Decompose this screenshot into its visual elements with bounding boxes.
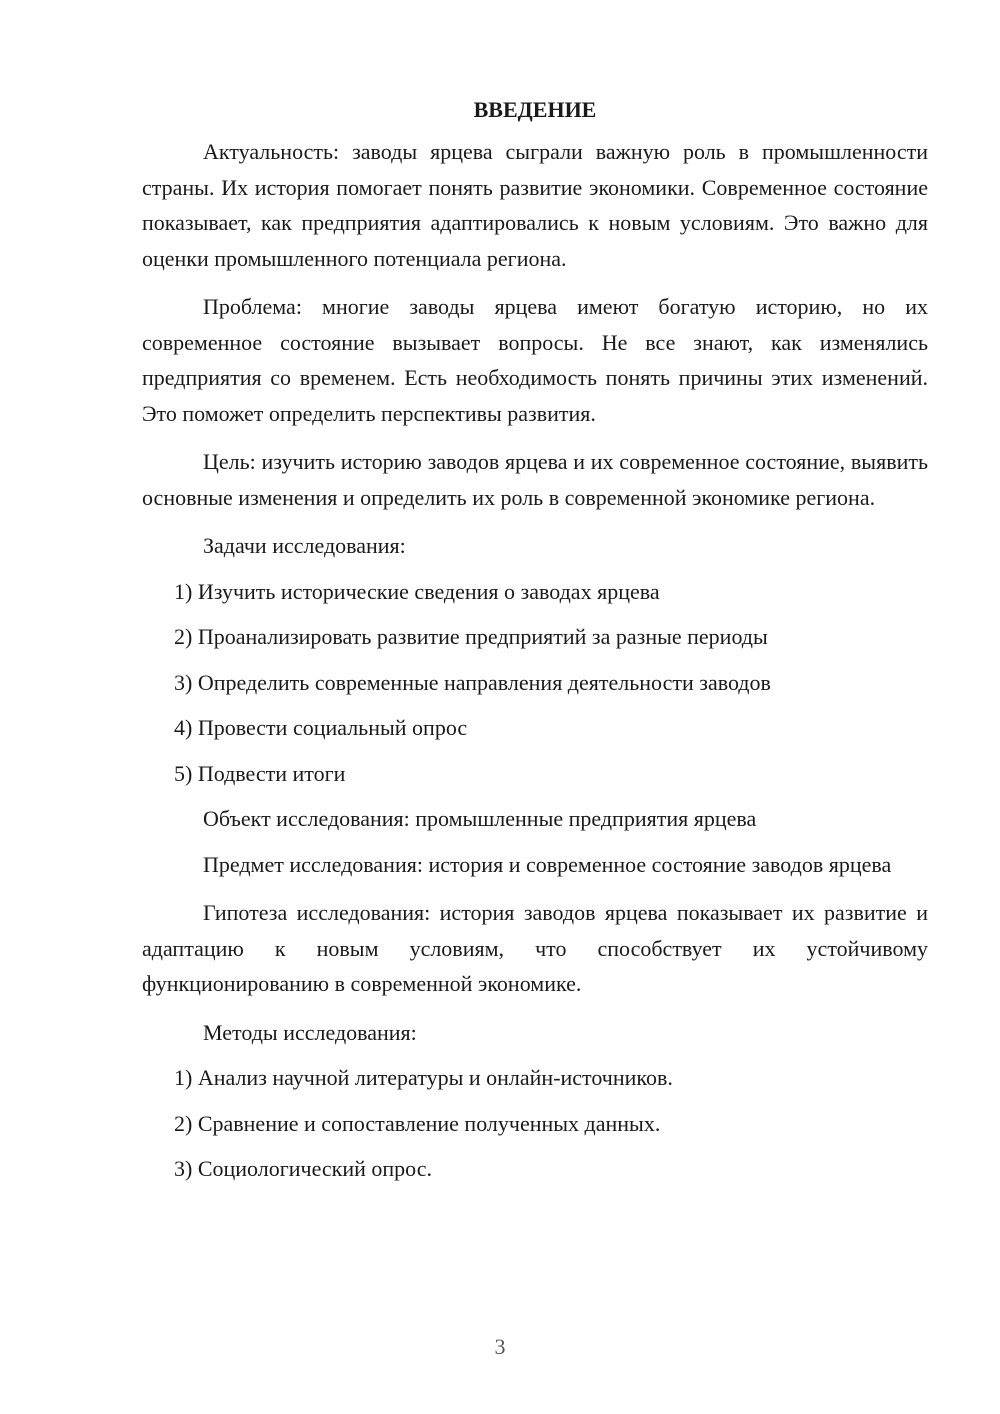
task-item: 4) Провести социальный опрос (174, 715, 468, 740)
tasks-list (142, 574, 928, 792)
methods-heading: Методы исследования: (203, 1019, 417, 1045)
task-item: 2) Проанализировать развитие предприятий за разные периоды (174, 624, 768, 649)
tasks-heading: Задачи исследования: (203, 533, 406, 558)
page-title: ВВЕДЕНИЕ (473, 97, 597, 122)
research-hypothesis: Гипотеза исследования: история заводов ярцева показывает их развитие и адаптацию к новым условиям, что способствует их устойчивому функционированию в современной экономике. (142, 900, 928, 996)
problem-paragraph: Проблема: многие заводы ярцева имеют богатую историю, но их современное состояние вызывает вопросы. Не все знают, как изменялись предприятия со временем. Есть необходимость понять причины этих изменений. Это поможет определить перспективы развития. (142, 294, 928, 426)
task-item: 1) Изучить исторические сведения о заводах ярцева (174, 578, 660, 604)
task-item: 5) Подвести итоги (174, 760, 346, 786)
research-object: Объект исследования: промышленные предприятия ярцева (203, 806, 757, 831)
method-item: 1) Анализ научной литературы и онлайн-источников. (174, 1065, 673, 1090)
methods-list (142, 1060, 928, 1187)
goal-paragraph: Цель: изучить историю заводов ярцева и их современное состояние, выявить основные изменения и определить их роль в современной экономике региона. (142, 449, 928, 510)
document-page (142, 94, 928, 1197)
method-item: 2) Сравнение и сопоставление полученных данных. (174, 1110, 661, 1136)
page-number: 3 (494, 1334, 506, 1359)
relevance-paragraph: Актуальность: заводы ярцева сыграли важную роль в промышленности страны. Их история помогает понять развитие экономики. Современное состояние показывает, как предприятия адаптировались к новым условиям. Это важно для оценки промышленного потенциала региона. (142, 139, 928, 271)
research-subject: Предмет исследования: история и современное состояние заводов ярцева (203, 851, 892, 877)
task-item: 3) Определить современные направления деятельности заводов (174, 669, 771, 695)
method-item: 3) Социологический опрос. (174, 1156, 432, 1181)
